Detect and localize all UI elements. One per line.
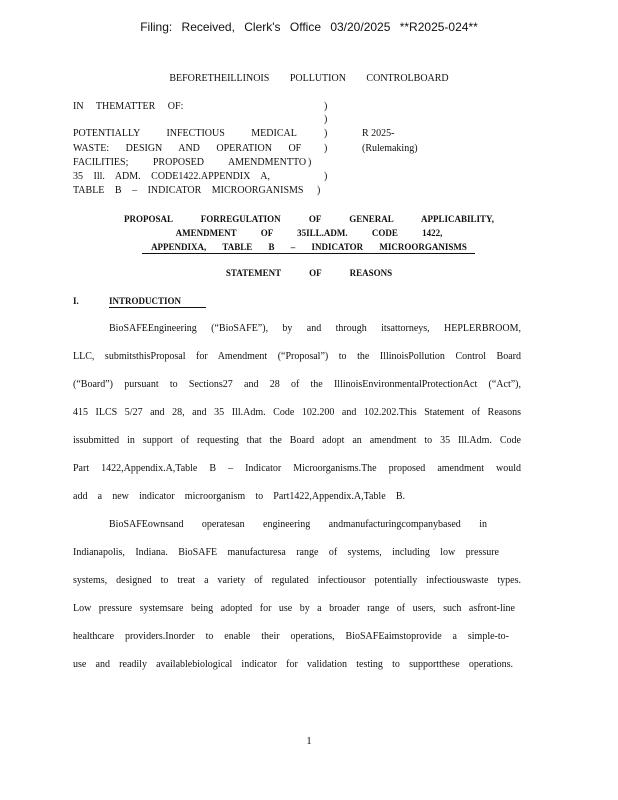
caption-paren: ) — [317, 185, 321, 196]
paragraph-2-line: healthcare providers.Inorder to enable their operations, BioSAFEaimstoprovide a simple-to- — [73, 631, 509, 642]
caption-paren: ) — [308, 157, 312, 168]
section-number: I. — [73, 296, 79, 306]
caption-paren: ) — [324, 101, 328, 112]
paragraph-1-line: Part 1422,Appendix.A,Table B – Indicator Microorganisms.The proposed amendment would — [73, 463, 521, 474]
paragraph-1-line: issubmitted in support of requesting that the Board adopt an amendment to 35 Ill.Adm. Code — [73, 435, 521, 446]
heading-underline — [142, 253, 475, 254]
paragraph-2-line: Indianapolis, Indiana. BioSAFE manufacturesa range of systems, including low pressure — [73, 547, 499, 558]
caption-paren: ) — [324, 171, 328, 182]
paragraph-2-line: Low pressure systemsare being adopted for use by a broader range of users, such asfront-line — [73, 603, 515, 614]
paragraph-2-line: systems, designed to treat a variety of regulated infectiousor potentially infectiouswaste types. — [73, 575, 521, 586]
section-title-underline — [109, 307, 206, 308]
docket-number: R 2025- — [362, 128, 395, 139]
proposal-heading-line-2: AMENDMENT OF 35ILL.ADM. CODE 1422, — [175, 228, 443, 238]
proposal-heading-line-1: PROPOSAL FORREGULATION OF GENERAL APPLICABILITY, — [124, 214, 494, 224]
caption-paren: ) — [324, 114, 328, 125]
paragraph-1-line: (“Board”) pursuant to Sections27 and 28 of the IllinoisEnvironmentalProtectionAct (“Act”), — [73, 379, 521, 390]
docket-type: (Rulemaking) — [362, 143, 418, 154]
caption-line-3: FACILITIES; PROPOSED AMENDMENTTO — [73, 157, 307, 168]
caption-line-5: TABLE B – INDICATOR MICROORGANISMS — [73, 185, 304, 196]
paragraph-2-line: BioSAFEownsand operatesan engineering andmanufacturingcompanybased in — [109, 519, 487, 530]
caption-line-1: POTENTIALLY INFECTIOUS MEDICAL — [73, 128, 297, 139]
caption-line-4: 35 Ill. ADM. CODE1422.APPENDIX A, — [73, 171, 271, 182]
board-title: BEFORETHEILLINOIS POLLUTION CONTROLBOARD — [169, 73, 449, 84]
caption-line-2: WASTE: DESIGN AND OPERATION OF — [73, 143, 302, 154]
paragraph-2-line: use and readily availablebiological indicator for validation testing to supportthese operations. — [73, 659, 513, 670]
paragraph-1-line: BioSAFEEngineering (“BioSAFE”), by and through itsattorneys, HEPLERBROOM, — [109, 323, 521, 334]
filing-stamp: Filing: Received, Clerk's Office 03/20/2025 **R2025-024** — [140, 20, 478, 34]
page-number: 1 — [306, 735, 312, 747]
proposal-heading-line-3: APPENDIXA, TABLE B – INDICATOR MICROORGANISMS — [151, 242, 467, 252]
caption-paren: ) — [324, 128, 328, 139]
statement-heading: STATEMENT OF REASONS — [225, 268, 393, 278]
in-the-matter-label: IN THEMATTER OF: — [73, 101, 184, 112]
paragraph-1-line: add a new indicator microorganism to Part1422,Appendix.A,Table B. — [73, 491, 405, 502]
caption-paren: ) — [324, 143, 328, 154]
section-title: INTRODUCTION — [109, 296, 182, 306]
paragraph-1-line: LLC, submitsthisProposal for Amendment (“Proposal”) to the IllinoisPollution Control Board — [73, 351, 521, 362]
paragraph-1-line: 415 ILCS 5/27 and 28, and 35 Ill.Adm. Code 102.200 and 102.202.This Statement of Reasons — [73, 407, 521, 418]
